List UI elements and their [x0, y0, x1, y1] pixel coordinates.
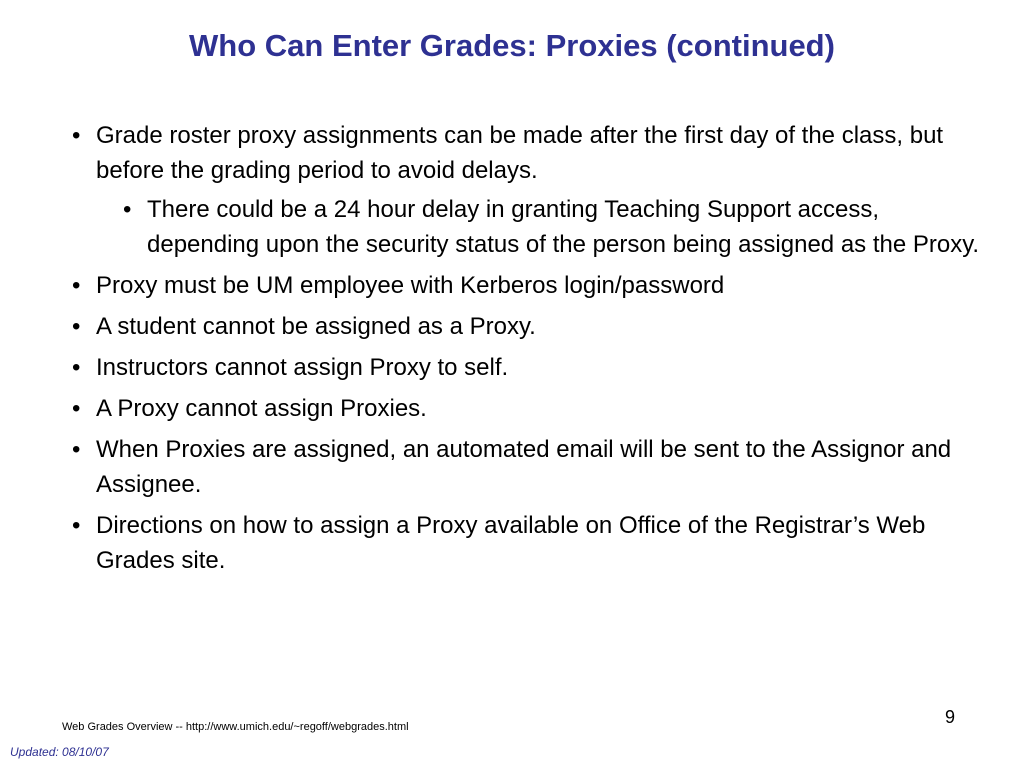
bullet-icon: • — [72, 436, 81, 463]
bullet-item — [72, 309, 982, 344]
bullet-list — [72, 118, 982, 584]
bullet-text: Instructors cannot assign Proxy to self. — [96, 354, 509, 381]
bullet-icon: • — [72, 272, 81, 299]
bullet-icon: • — [123, 196, 132, 223]
bullet-icon: • — [72, 395, 81, 422]
footer-url: Web Grades Overview -- http://www.umich.edu/~regoff/webgrades.html — [62, 721, 409, 733]
bullet-icon: • — [72, 512, 81, 539]
bullet-item — [72, 118, 982, 188]
bullet-icon: • — [72, 354, 81, 381]
bullet-icon: • — [72, 313, 81, 340]
bullet-icon: • — [72, 122, 81, 149]
bullet-item — [72, 391, 982, 426]
bullet-text: Grade roster proxy assignments can be made after the first day of the class, but before the grading period to avoid delays. — [96, 122, 944, 184]
sub-bullet-item — [123, 192, 982, 262]
bullet-text: There could be a 24 hour delay in granting Teaching Support access, depending upon the security status of the person being assigned as the Proxy. — [147, 196, 980, 258]
bullet-item — [72, 432, 982, 502]
bullet-text: A Proxy cannot assign Proxies. — [96, 395, 427, 422]
bullet-item — [72, 350, 982, 385]
bullet-text: When Proxies are assigned, an automated email will be sent to the Assignor and Assignee. — [96, 436, 952, 498]
updated-date: Updated: 08/10/07 — [10, 745, 109, 759]
bullet-item — [72, 268, 982, 303]
page-number: 9 — [945, 707, 956, 727]
slide-title: Who Can Enter Grades: Proxies (continued) — [189, 28, 835, 63]
bullet-text: Proxy must be UM employee with Kerberos login/password — [96, 272, 725, 299]
bullet-text: Directions on how to assign a Proxy available on Office of the Registrar’s Web Grades site. — [96, 512, 926, 574]
bullet-text: A student cannot be assigned as a Proxy. — [96, 313, 536, 340]
bullet-item — [72, 508, 982, 578]
